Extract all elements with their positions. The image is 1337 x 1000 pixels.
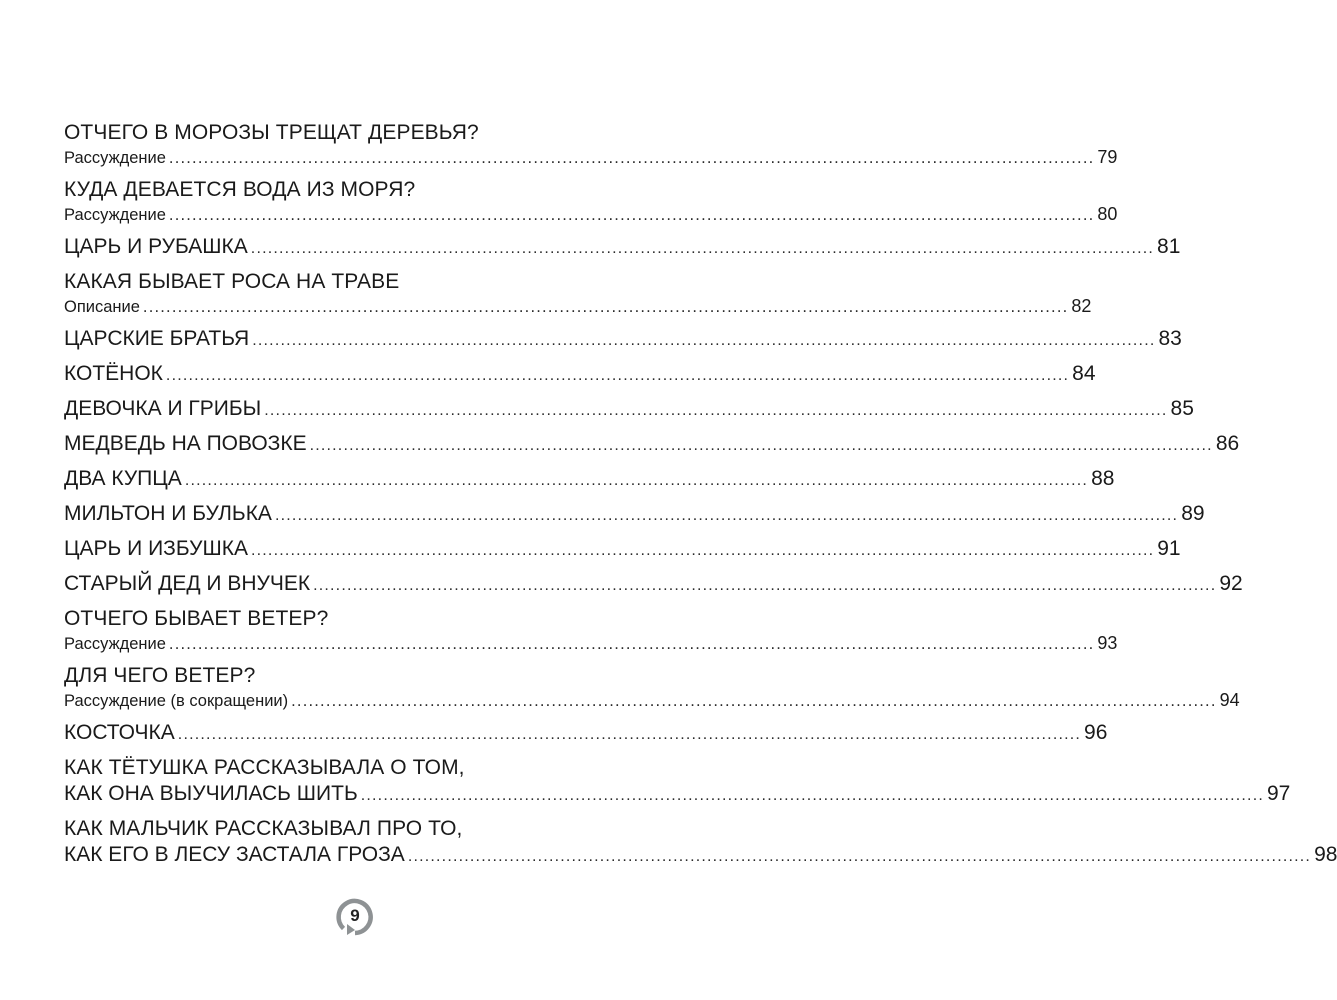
- toc-entry-title: КУДА ДЕВАЕТСЯ ВОДА ИЗ МОРЯ?: [64, 178, 416, 201]
- dot-leader: ................................................................................................................................................................: [252, 332, 1156, 349]
- toc-entry-subtitle: Рассуждение: [64, 635, 166, 653]
- toc-entry-page: 93: [1097, 633, 1118, 653]
- toc-entry-page: 98: [1314, 843, 1337, 866]
- toc-entry-page: 97: [1266, 782, 1291, 805]
- toc-entry-line: [64, 632, 1118, 654]
- toc-entry-line: [64, 842, 1337, 868]
- page-number: 9: [350, 906, 360, 925]
- table-of-contents: [64, 120, 1337, 877]
- toc-entry-line: [64, 689, 1240, 711]
- toc-entry-title: КАК МАЛЬЧИК РАССКАЗЫВАЛ ПРО ТО,: [64, 817, 463, 840]
- toc-entry-page: 83: [1158, 327, 1182, 350]
- dot-leader: ................................................................................................................................................................: [360, 787, 1264, 804]
- toc-entry-line: [64, 361, 1096, 387]
- dot-leader: ................................................................................................................................................................: [313, 577, 1217, 594]
- toc-entry-line: [64, 781, 1291, 807]
- toc-entry-title: ЦАРСКИЕ БРАТЬЯ: [64, 327, 250, 350]
- toc-entry-title: КОТЁНОК: [64, 362, 163, 385]
- dot-leader: ................................................................................................................................................................: [251, 542, 1155, 559]
- toc-entry: [64, 396, 1194, 422]
- toc-entry-line: [64, 720, 1108, 746]
- toc-entry-line: [64, 466, 1115, 492]
- toc-entry-line: [64, 396, 1194, 422]
- toc-entry: [64, 816, 1337, 868]
- toc-entry: [64, 501, 1205, 527]
- dot-leader: ................................................................................................................................................................: [165, 367, 1070, 384]
- toc-entry-page: 86: [1215, 432, 1240, 455]
- dot-leader: ................................................................................................................................................................: [291, 692, 1217, 710]
- dot-leader: ................................................................................................................................................................: [184, 472, 1089, 489]
- toc-entry-subtitle: Описание: [64, 298, 140, 316]
- toc-entry-page: 84: [1072, 362, 1096, 385]
- toc-entry-title: ОТЧЕГО БЫВАЕТ ВЕТЕР?: [64, 607, 329, 630]
- toc-entry-title: ЦАРЬ И ИЗБУШКА: [64, 537, 248, 560]
- toc-entry: [64, 755, 1291, 807]
- toc-entry-line: [64, 295, 1092, 317]
- toc-entry-page: 85: [1170, 397, 1194, 420]
- toc-entry-title: КАК ОНА ВЫУЧИЛАСЬ ШИТЬ: [64, 782, 358, 805]
- toc-entry-title: МИЛЬТОН И БУЛЬКА: [64, 502, 272, 525]
- toc-entry-page: 80: [1097, 204, 1118, 224]
- toc-entry: [64, 606, 1118, 654]
- toc-entry-page: 89: [1181, 502, 1205, 525]
- toc-entry: [64, 663, 1240, 711]
- toc-entry-page: 79: [1097, 147, 1118, 167]
- dot-leader: ................................................................................................................................................................: [177, 726, 1082, 743]
- toc-entry-page: 88: [1091, 467, 1115, 490]
- toc-entry-page: 96: [1084, 721, 1108, 744]
- toc-entry: [64, 234, 1181, 260]
- dot-leader: ................................................................................................................................................................: [168, 149, 1095, 167]
- dot-leader: ................................................................................................................................................................: [168, 206, 1095, 224]
- dot-leader: ................................................................................................................................................................: [142, 298, 1069, 316]
- toc-entry-line: [64, 326, 1182, 352]
- dot-leader: ................................................................................................................................................................: [250, 240, 1155, 257]
- toc-entry: [64, 720, 1108, 746]
- dot-leader: ................................................................................................................................................................: [407, 848, 1312, 865]
- toc-entry-line: [64, 431, 1240, 457]
- page-number-badge: [335, 897, 375, 937]
- toc-entry-line: [64, 203, 1118, 225]
- toc-entry-title: ДВА КУПЦА: [64, 467, 182, 490]
- toc-entry-title: КАК ТЁТУШКА РАССКАЗЫВАЛА О ТОМ,: [64, 756, 465, 779]
- toc-entry-subtitle: Рассуждение (в сокращении): [64, 692, 289, 710]
- toc-entry-subtitle: Рассуждение: [64, 149, 166, 167]
- toc-entry: [64, 120, 1118, 168]
- toc-entry-line: [64, 146, 1118, 168]
- toc-entry: [64, 466, 1115, 492]
- toc-entry: [64, 571, 1243, 597]
- toc-entry-title: ДЛЯ ЧЕГО ВЕТЕР?: [64, 664, 256, 687]
- toc-entry-title: ОТЧЕГО В МОРОЗЫ ТРЕЩАТ ДЕРЕВЬЯ?: [64, 121, 479, 144]
- toc-entry-title: КАКАЯ БЫВАЕТ РОСА НА ТРАВЕ: [64, 270, 400, 293]
- toc-entry: [64, 326, 1182, 352]
- toc-entry: [64, 177, 1118, 225]
- toc-entry-page: 91: [1157, 537, 1181, 560]
- toc-entry: [64, 269, 1092, 317]
- dot-leader: ................................................................................................................................................................: [264, 402, 1168, 419]
- toc-entry-page: 94: [1219, 690, 1240, 710]
- toc-entry-subtitle: Рассуждение: [64, 206, 166, 224]
- toc-entry: [64, 431, 1240, 457]
- dot-leader: ................................................................................................................................................................: [274, 507, 1179, 524]
- toc-entry-title: КАК ЕГО В ЛЕСУ ЗАСТАЛА ГРОЗА: [64, 843, 405, 866]
- toc-entry-title: ДЕВОЧКА И ГРИБЫ: [64, 397, 262, 420]
- dot-leader: ................................................................................................................................................................: [309, 437, 1213, 454]
- toc-entry-title: ЦАРЬ И РУБАШКА: [64, 235, 248, 258]
- toc-entry: [64, 361, 1096, 387]
- toc-entry-page: 82: [1071, 296, 1092, 316]
- toc-entry-line: [64, 234, 1181, 260]
- dot-leader: ................................................................................................................................................................: [168, 635, 1095, 653]
- toc-entry-page: 81: [1157, 235, 1181, 258]
- toc-entry-title: КОСТОЧКА: [64, 721, 175, 744]
- toc-entry-page: 92: [1219, 572, 1243, 595]
- toc-entry: [64, 536, 1181, 562]
- toc-entry-title: МЕДВЕДЬ НА ПОВОЗКЕ: [64, 432, 307, 455]
- toc-entry-title: СТАРЫЙ ДЕД И ВНУЧЕК: [64, 572, 311, 595]
- toc-entry-line: [64, 536, 1181, 562]
- toc-entry-line: [64, 501, 1205, 527]
- toc-entry-line: [64, 571, 1243, 597]
